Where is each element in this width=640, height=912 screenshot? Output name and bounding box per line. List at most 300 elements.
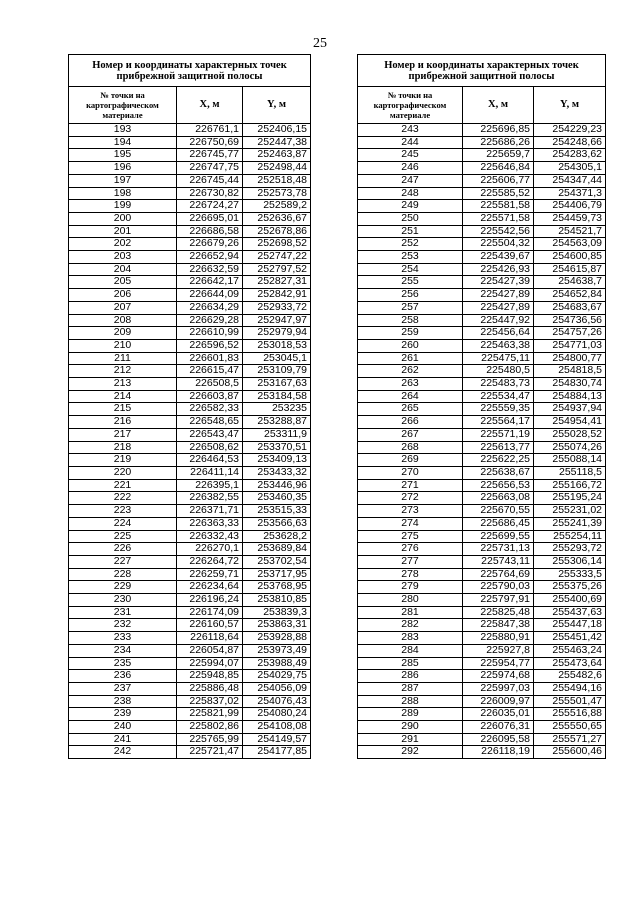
table-row — [358, 479, 606, 492]
table-row — [358, 276, 606, 289]
point-number-cell: 291 — [358, 733, 463, 746]
table-row — [358, 339, 606, 352]
y-coordinate-cell: 254108,08 — [243, 721, 311, 734]
x-coordinate-cell: 225731,13 — [463, 543, 534, 556]
y-coordinate-cell: 254818,5 — [534, 365, 606, 378]
y-coordinate-cell: 254248,66 — [534, 136, 606, 149]
table-row — [358, 187, 606, 200]
x-coordinate-cell: 225997,03 — [463, 682, 534, 695]
x-coordinate-cell: 226548,65 — [177, 416, 243, 429]
point-number-cell: 257 — [358, 301, 463, 314]
table-row — [358, 365, 606, 378]
table-row — [358, 670, 606, 683]
table-row — [358, 708, 606, 721]
y-coordinate-cell: 255118,5 — [534, 466, 606, 479]
point-number-cell: 267 — [358, 428, 463, 441]
y-coordinate-cell: 253768,95 — [243, 581, 311, 594]
table-row — [69, 670, 311, 683]
x-coordinate-cell: 226076,31 — [463, 721, 534, 734]
y-coordinate-cell: 254229,23 — [534, 124, 606, 137]
table-row — [69, 200, 311, 213]
table-row — [69, 632, 311, 645]
y-coordinate-cell: 252827,31 — [243, 276, 311, 289]
table-row — [69, 174, 311, 187]
y-coordinate-cell: 255195,24 — [534, 492, 606, 505]
x-coordinate-cell: 226508,5 — [177, 378, 243, 391]
table-row — [69, 581, 311, 594]
table-row — [69, 149, 311, 162]
y-coordinate-cell: 255231,02 — [534, 505, 606, 518]
y-coordinate-cell: 253045,1 — [243, 352, 311, 365]
x-coordinate-cell: 226382,55 — [177, 492, 243, 505]
point-number-cell: 275 — [358, 530, 463, 543]
x-coordinate-cell: 225686,26 — [463, 136, 534, 149]
x-coordinate-cell: 225927,8 — [463, 644, 534, 657]
x-coordinate-cell: 225613,77 — [463, 441, 534, 454]
table-row — [358, 733, 606, 746]
x-coordinate-cell: 225581,58 — [463, 200, 534, 213]
table-row — [69, 619, 311, 632]
point-number-cell: 283 — [358, 632, 463, 645]
y-coordinate-cell: 253460,35 — [243, 492, 311, 505]
table-row — [69, 352, 311, 365]
table-row — [69, 238, 311, 251]
table-row — [69, 301, 311, 314]
x-coordinate-cell: 226270,1 — [177, 543, 243, 556]
table-row — [358, 124, 606, 137]
point-number-cell: 278 — [358, 568, 463, 581]
y-coordinate-cell: 253433,32 — [243, 466, 311, 479]
y-coordinate-cell: 252573,78 — [243, 187, 311, 200]
point-number-cell: 272 — [358, 492, 463, 505]
x-coordinate-cell: 226603,87 — [177, 390, 243, 403]
point-number-cell: 261 — [358, 352, 463, 365]
x-coordinate-cell: 225427,39 — [463, 276, 534, 289]
table-row — [69, 606, 311, 619]
y-coordinate-cell: 253928,88 — [243, 632, 311, 645]
x-coordinate-cell: 225659,7 — [463, 149, 534, 162]
table-row — [358, 695, 606, 708]
y-coordinate-cell: 254406,79 — [534, 200, 606, 213]
y-coordinate-cell: 254771,03 — [534, 339, 606, 352]
y-coordinate-cell: 254563,09 — [534, 238, 606, 251]
table-row — [358, 466, 606, 479]
x-coordinate-cell: 225426,93 — [463, 263, 534, 276]
x-coordinate-cell: 225948,85 — [177, 670, 243, 683]
point-number-cell: 232 — [69, 619, 177, 632]
x-coordinate-cell: 225542,56 — [463, 225, 534, 238]
x-coordinate-cell: 226644,09 — [177, 289, 243, 302]
point-number-cell: 220 — [69, 466, 177, 479]
y-coordinate-cell: 255306,14 — [534, 555, 606, 568]
x-coordinate-cell: 225564,17 — [463, 416, 534, 429]
x-coordinate-cell: 225686,45 — [463, 517, 534, 530]
y-coordinate-cell: 252698,52 — [243, 238, 311, 251]
point-number-cell: 226 — [69, 543, 177, 556]
x-coordinate-cell: 226679,26 — [177, 238, 243, 251]
point-number-cell: 216 — [69, 416, 177, 429]
y-coordinate-cell: 252406,15 — [243, 124, 311, 137]
y-coordinate-cell: 255293,72 — [534, 543, 606, 556]
x-coordinate-cell: 225622,25 — [463, 454, 534, 467]
y-coordinate-cell: 254459,73 — [534, 212, 606, 225]
x-coordinate-cell: 226118,19 — [463, 746, 534, 759]
table-row — [358, 225, 606, 238]
y-coordinate-cell: 254305,1 — [534, 162, 606, 175]
point-number-cell: 277 — [358, 555, 463, 568]
point-number-cell: 227 — [69, 555, 177, 568]
y-coordinate-cell: 254521,7 — [534, 225, 606, 238]
x-coordinate-cell: 225663,08 — [463, 492, 534, 505]
x-coordinate-cell: 225954,77 — [463, 657, 534, 670]
table-row — [358, 200, 606, 213]
table-row — [358, 543, 606, 556]
table-row — [69, 492, 311, 505]
y-coordinate-cell: 255241,39 — [534, 517, 606, 530]
column-header-point: № точки на картографическом материале — [358, 87, 463, 124]
table-row — [358, 263, 606, 276]
x-coordinate-cell: 226747,75 — [177, 162, 243, 175]
y-coordinate-cell: 255451,42 — [534, 632, 606, 645]
x-coordinate-cell: 226259,71 — [177, 568, 243, 581]
table-row — [69, 466, 311, 479]
table-body — [358, 124, 606, 759]
table-row — [358, 581, 606, 594]
y-coordinate-cell: 254347,44 — [534, 174, 606, 187]
x-coordinate-cell: 226174,09 — [177, 606, 243, 619]
y-coordinate-cell: 252797,52 — [243, 263, 311, 276]
point-number-cell: 284 — [358, 644, 463, 657]
point-number-cell: 266 — [358, 416, 463, 429]
y-coordinate-cell: 253689,84 — [243, 543, 311, 556]
point-number-cell: 246 — [358, 162, 463, 175]
y-coordinate-cell: 252842,91 — [243, 289, 311, 302]
table-row — [358, 149, 606, 162]
point-number-cell: 289 — [358, 708, 463, 721]
table-row — [69, 644, 311, 657]
table-row — [358, 289, 606, 302]
y-coordinate-cell: 255550,65 — [534, 721, 606, 734]
table-row — [358, 390, 606, 403]
y-coordinate-cell: 253109,79 — [243, 365, 311, 378]
table-row — [358, 378, 606, 391]
y-coordinate-cell: 254056,09 — [243, 682, 311, 695]
x-coordinate-cell: 226632,59 — [177, 263, 243, 276]
point-number-cell: 255 — [358, 276, 463, 289]
table-row — [69, 708, 311, 721]
x-coordinate-cell: 225821,99 — [177, 708, 243, 721]
point-number-cell: 288 — [358, 695, 463, 708]
point-number-cell: 265 — [358, 403, 463, 416]
table-row — [69, 225, 311, 238]
x-coordinate-cell: 225534,47 — [463, 390, 534, 403]
y-coordinate-cell: 255447,18 — [534, 619, 606, 632]
point-number-cell: 256 — [358, 289, 463, 302]
y-coordinate-cell: 254177,85 — [243, 746, 311, 759]
y-coordinate-cell: 252747,22 — [243, 251, 311, 264]
table-row — [358, 746, 606, 759]
table-row — [358, 505, 606, 518]
x-coordinate-cell: 225463,38 — [463, 339, 534, 352]
y-coordinate-cell: 253566,63 — [243, 517, 311, 530]
y-coordinate-cell: 253167,63 — [243, 378, 311, 391]
y-coordinate-cell: 252947,97 — [243, 314, 311, 327]
point-number-cell: 194 — [69, 136, 177, 149]
y-coordinate-cell: 253311,9 — [243, 428, 311, 441]
table-row — [69, 441, 311, 454]
point-number-cell: 251 — [358, 225, 463, 238]
x-coordinate-cell: 226601,83 — [177, 352, 243, 365]
point-number-cell: 209 — [69, 327, 177, 340]
y-coordinate-cell: 254830,74 — [534, 378, 606, 391]
x-coordinate-cell: 226745,44 — [177, 174, 243, 187]
x-coordinate-cell: 226234,64 — [177, 581, 243, 594]
x-coordinate-cell: 225559,35 — [463, 403, 534, 416]
y-coordinate-cell: 252498,44 — [243, 162, 311, 175]
y-coordinate-cell: 254638,7 — [534, 276, 606, 289]
coordinates-table-right — [357, 54, 606, 759]
x-coordinate-cell: 226582,33 — [177, 403, 243, 416]
y-coordinate-cell: 255501,47 — [534, 695, 606, 708]
table-row — [69, 289, 311, 302]
point-number-cell: 274 — [358, 517, 463, 530]
point-number-cell: 244 — [358, 136, 463, 149]
table-row — [69, 479, 311, 492]
y-coordinate-cell: 254937,94 — [534, 403, 606, 416]
x-coordinate-cell: 225427,89 — [463, 301, 534, 314]
y-coordinate-cell: 253839,3 — [243, 606, 311, 619]
point-number-cell: 195 — [69, 149, 177, 162]
point-number-cell: 271 — [358, 479, 463, 492]
point-number-cell: 229 — [69, 581, 177, 594]
point-number-cell: 237 — [69, 682, 177, 695]
point-number-cell: 260 — [358, 339, 463, 352]
point-number-cell: 287 — [358, 682, 463, 695]
point-number-cell: 230 — [69, 594, 177, 607]
x-coordinate-cell: 226596,52 — [177, 339, 243, 352]
x-coordinate-cell: 225571,58 — [463, 212, 534, 225]
point-number-cell: 264 — [358, 390, 463, 403]
table-row — [69, 721, 311, 734]
x-coordinate-cell: 226508,62 — [177, 441, 243, 454]
x-coordinate-cell: 225765,99 — [177, 733, 243, 746]
point-number-cell: 221 — [69, 479, 177, 492]
table-row — [358, 162, 606, 175]
point-number-cell: 259 — [358, 327, 463, 340]
x-coordinate-cell: 226652,94 — [177, 251, 243, 264]
point-number-cell: 236 — [69, 670, 177, 683]
y-coordinate-cell: 254149,57 — [243, 733, 311, 746]
table-row — [358, 416, 606, 429]
point-number-cell: 263 — [358, 378, 463, 391]
point-number-cell: 224 — [69, 517, 177, 530]
x-coordinate-cell: 226395,1 — [177, 479, 243, 492]
y-coordinate-cell: 253628,2 — [243, 530, 311, 543]
y-coordinate-cell: 255516,88 — [534, 708, 606, 721]
point-number-cell: 202 — [69, 238, 177, 251]
point-number-cell: 248 — [358, 187, 463, 200]
x-coordinate-cell: 226724,27 — [177, 200, 243, 213]
x-coordinate-cell: 226464,53 — [177, 454, 243, 467]
y-coordinate-cell: 254283,62 — [534, 149, 606, 162]
point-number-cell: 210 — [69, 339, 177, 352]
table-row — [69, 162, 311, 175]
table-row — [69, 136, 311, 149]
y-coordinate-cell: 253988,49 — [243, 657, 311, 670]
table-title: Номер и координаты характерных точек прибрежной защитной полосы — [358, 55, 606, 87]
point-number-cell: 249 — [358, 200, 463, 213]
table-row — [69, 454, 311, 467]
point-number-cell: 235 — [69, 657, 177, 670]
point-number-cell: 238 — [69, 695, 177, 708]
x-coordinate-cell: 226363,33 — [177, 517, 243, 530]
point-number-cell: 201 — [69, 225, 177, 238]
y-coordinate-cell: 253018,53 — [243, 339, 311, 352]
y-coordinate-cell: 253702,54 — [243, 555, 311, 568]
point-number-cell: 199 — [69, 200, 177, 213]
point-number-cell: 225 — [69, 530, 177, 543]
table-row — [358, 594, 606, 607]
y-coordinate-cell: 252979,94 — [243, 327, 311, 340]
table-row — [358, 454, 606, 467]
table-row — [358, 492, 606, 505]
y-coordinate-cell: 254800,77 — [534, 352, 606, 365]
y-coordinate-cell: 252518,48 — [243, 174, 311, 187]
table-row — [358, 657, 606, 670]
table-row — [69, 657, 311, 670]
x-coordinate-cell: 226695,01 — [177, 212, 243, 225]
point-number-cell: 228 — [69, 568, 177, 581]
x-coordinate-cell: 226642,17 — [177, 276, 243, 289]
table-row — [69, 568, 311, 581]
y-coordinate-cell: 253810,85 — [243, 594, 311, 607]
table-row — [358, 352, 606, 365]
point-number-cell: 231 — [69, 606, 177, 619]
x-coordinate-cell: 226745,77 — [177, 149, 243, 162]
point-number-cell: 270 — [358, 466, 463, 479]
point-number-cell: 203 — [69, 251, 177, 264]
y-coordinate-cell: 255571,27 — [534, 733, 606, 746]
column-header-y: Y, м — [243, 87, 311, 124]
point-number-cell: 215 — [69, 403, 177, 416]
y-coordinate-cell: 254076,43 — [243, 695, 311, 708]
table-row — [358, 644, 606, 657]
y-coordinate-cell: 255088,14 — [534, 454, 606, 467]
x-coordinate-cell: 225790,03 — [463, 581, 534, 594]
y-coordinate-cell: 254371,3 — [534, 187, 606, 200]
table-row — [69, 594, 311, 607]
point-number-cell: 212 — [69, 365, 177, 378]
y-coordinate-cell: 253370,51 — [243, 441, 311, 454]
table-row — [69, 695, 311, 708]
point-number-cell: 258 — [358, 314, 463, 327]
y-coordinate-cell: 252589,2 — [243, 200, 311, 213]
y-coordinate-cell: 255494,16 — [534, 682, 606, 695]
table-row — [358, 212, 606, 225]
table-row — [358, 606, 606, 619]
table-row — [358, 632, 606, 645]
x-coordinate-cell: 225696,85 — [463, 124, 534, 137]
point-number-cell: 200 — [69, 212, 177, 225]
y-coordinate-cell: 255473,64 — [534, 657, 606, 670]
y-coordinate-cell: 255400,69 — [534, 594, 606, 607]
table-body — [69, 124, 311, 759]
coordinates-table-left — [68, 54, 311, 759]
x-coordinate-cell: 225880,91 — [463, 632, 534, 645]
column-header-y: Y, м — [534, 87, 606, 124]
table-row — [358, 327, 606, 340]
point-number-cell: 254 — [358, 263, 463, 276]
x-coordinate-cell: 225847,38 — [463, 619, 534, 632]
x-coordinate-cell: 225606,77 — [463, 174, 534, 187]
x-coordinate-cell: 225974,68 — [463, 670, 534, 683]
table-row — [69, 416, 311, 429]
y-coordinate-cell: 253863,31 — [243, 619, 311, 632]
x-coordinate-cell: 226686,58 — [177, 225, 243, 238]
x-coordinate-cell: 226371,71 — [177, 505, 243, 518]
x-coordinate-cell: 225475,11 — [463, 352, 534, 365]
point-number-cell: 290 — [358, 721, 463, 734]
point-number-cell: 281 — [358, 606, 463, 619]
table-row — [69, 682, 311, 695]
y-coordinate-cell: 255254,11 — [534, 530, 606, 543]
y-coordinate-cell: 255074,26 — [534, 441, 606, 454]
y-coordinate-cell: 252636,67 — [243, 212, 311, 225]
x-coordinate-cell: 226118,64 — [177, 632, 243, 645]
point-number-cell: 214 — [69, 390, 177, 403]
point-number-cell: 217 — [69, 428, 177, 441]
point-number-cell: 250 — [358, 212, 463, 225]
x-coordinate-cell: 225699,55 — [463, 530, 534, 543]
x-coordinate-cell: 225656,53 — [463, 479, 534, 492]
table-row — [69, 543, 311, 556]
point-number-cell: 205 — [69, 276, 177, 289]
table-row — [69, 212, 311, 225]
x-coordinate-cell: 225646,84 — [463, 162, 534, 175]
y-coordinate-cell: 255333,5 — [534, 568, 606, 581]
y-coordinate-cell: 253409,13 — [243, 454, 311, 467]
table-title: Номер и координаты характерных точек прибрежной защитной полосы — [69, 55, 311, 87]
table-row — [358, 136, 606, 149]
table-row — [69, 746, 311, 759]
column-header-x: X, м — [463, 87, 534, 124]
point-number-cell: 206 — [69, 289, 177, 302]
point-number-cell: 273 — [358, 505, 463, 518]
point-number-cell: 245 — [358, 149, 463, 162]
y-coordinate-cell: 254757,26 — [534, 327, 606, 340]
table-row — [358, 314, 606, 327]
y-coordinate-cell: 254029,75 — [243, 670, 311, 683]
y-coordinate-cell: 254954,41 — [534, 416, 606, 429]
x-coordinate-cell: 225764,69 — [463, 568, 534, 581]
x-coordinate-cell: 225837,02 — [177, 695, 243, 708]
y-coordinate-cell: 254600,85 — [534, 251, 606, 264]
x-coordinate-cell: 226009,97 — [463, 695, 534, 708]
y-coordinate-cell: 253446,96 — [243, 479, 311, 492]
y-coordinate-cell: 255437,63 — [534, 606, 606, 619]
point-number-cell: 218 — [69, 441, 177, 454]
table-row — [358, 441, 606, 454]
point-number-cell: 276 — [358, 543, 463, 556]
x-coordinate-cell: 225585,52 — [463, 187, 534, 200]
point-number-cell: 208 — [69, 314, 177, 327]
x-coordinate-cell: 225743,11 — [463, 555, 534, 568]
point-number-cell: 234 — [69, 644, 177, 657]
table-row — [358, 619, 606, 632]
table-row — [69, 403, 311, 416]
table-row — [69, 428, 311, 441]
x-coordinate-cell: 225797,91 — [463, 594, 534, 607]
